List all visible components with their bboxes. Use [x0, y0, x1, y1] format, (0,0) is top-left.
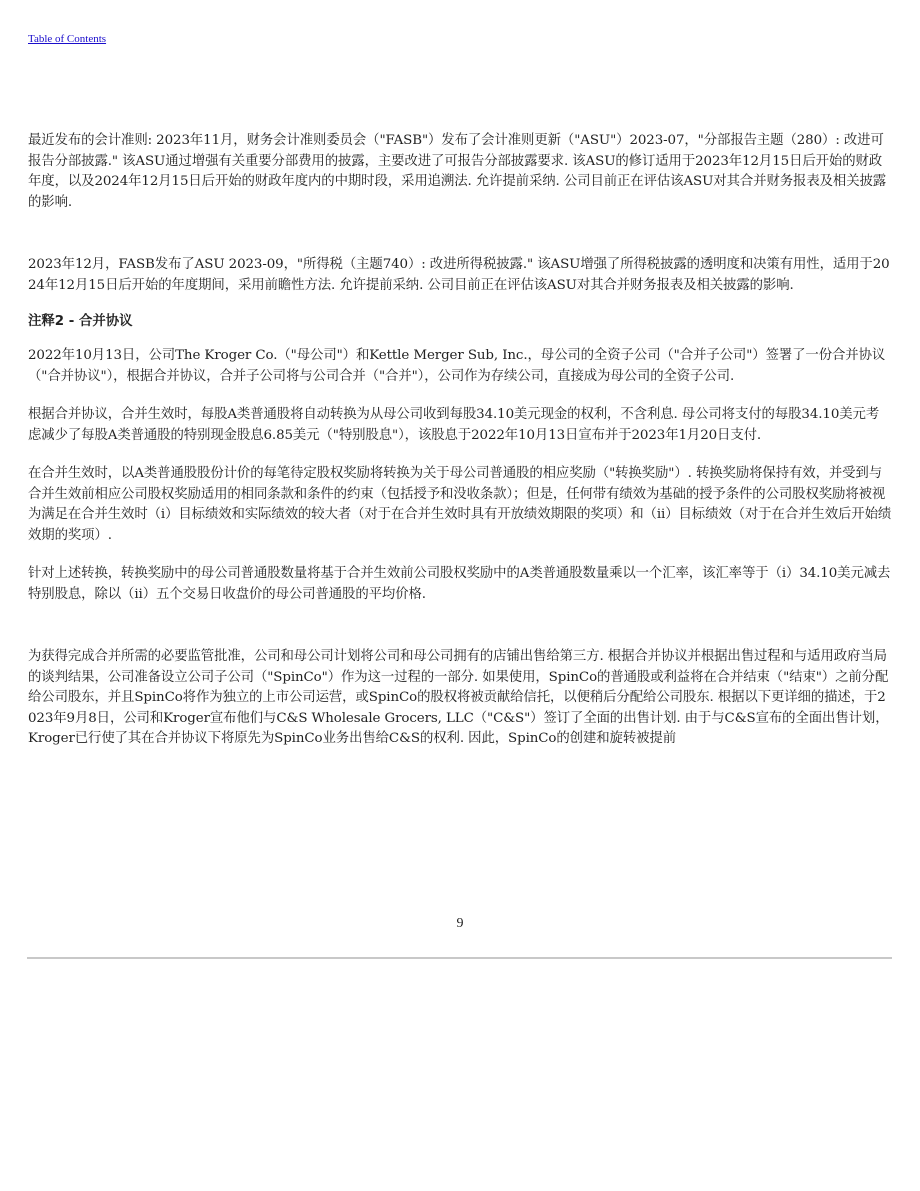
paragraph-exchange-ratio: 针对上述转换，转换奖励中的母公司普通股数量将基于合并生效前公司股权奖励中的A类普通股数量乘以一个汇率，该汇率等于（i）34.10美元减去特别股息，除以（ii）五个交易日收盘价的母公司普通股的平均价格. [28, 566, 891, 602]
paragraph-merger-signing: 2022年10月13日，公司The Kroger Co.（"母公司"）和Kettle Merger Sub, Inc.，母公司的全资子公司（"合并子公司"）签署了一份合并协议（"合并协议"），根据合并协议，合并子公司将与公司合并（"合并"），公司作为存续公司，直接成为母公司的全资子公司. [28, 348, 886, 384]
paragraph-spinco-divestiture: 为获得完成合并所需的必要监管批准，公司和母公司计划将公司和母公司拥有的店铺出售给第三方. 根据合并协议并根据出售过程和与适用政府当局的谈判结果，公司准备设立公司子公司（"SpinCo"）作为这一过程的一部分. 如果使用，SpinCo的普通股或利益将在合并结束（"结束"）之前分配给公司股东，并且SpinCo将作为独立的上市公司运营，或SpinCo的股权将被贡献给信托，以便稍后分配给公司股东. 根据以下更详细的描述，于2023年9月8日，公司和Kroger宣布他们与C&S Wholesale Grocers, LLC（"C&S"）签订了全面的出售计划. 由于与C&S宣布的全面出售计划，Kroger已行使了其在合并协议下将原先为SpinCo业务出售给C&S的权利. 因此，SpinCo的创建和旋转被提前 [28, 649, 889, 746]
document-body [28, 131, 892, 750]
paragraph-converted-awards: 在合并生效时，以A类普通股股份计价的每笔待定股权奖励将转换为关于母公司普通股的相应奖励（"转换奖励"）. 转换奖励将保持有效，并受到与合并生效前相应公司股权奖励适用的相同条款和条件的约束（包括授予和没收条款）；但是，任何带有绩效为基础的授予条件的公司股权奖励将被视为满足在合并生效时（i）目标绩效和实际绩效的较大者（对于在合并生效时具有开放绩效期限的奖项）和（ii）目标绩效（对于在合并生效后开始绩效期的奖项）. [28, 466, 892, 543]
section-heading-merger-agreement: 注释2 - 合并协议 [28, 314, 133, 329]
paragraph-asu-2023-09: 2023年12月，FASB发布了ASU 2023-09，"所得税（主题740）: 改进所得税披露." 该ASU增强了所得税披露的透明度和决策有用性，适用于2024年12月15日后开始的年度期间，采用前瞻性方法. 允许提前采纳. 公司目前正在评估该ASU对其合并财务报表及相关披露的影响. [28, 257, 890, 293]
page-number: 9 [456, 916, 464, 931]
paragraph-merger-consideration: 根据合并协议，合并生效时，每股A类普通股将自动转换为从母公司收到每股34.10美元现金的权利，不含利息. 母公司将支付的每股34.10美元考虑减少了每股A类普通股的特别现金股息6.85美元（"特别股息"），该股息于2022年10月13日宣布并于2023年1月20日支付. [28, 407, 880, 443]
table-of-contents-link[interactable]: Table of Contents [28, 33, 107, 45]
paragraph-recent-accounting-standards: 最近发布的会计准则: 2023年11月，财务会计准则委员会（"FASB"）发布了会计准则更新（"ASU"）2023-07，"分部报告主题（280）: 改进可报告分部披露." 该ASU通过增强有关重要分部费用的披露，主要改进了可报告分部披露要求. 该ASU的修订适用于2023年12月15日后开始的财政年度，以及2024年12月15日后开始的财政年度内的中期时段，采用追溯法. 允许提前采纳. 公司目前正在评估该ASU对其合并财务报表及相关披露的影响. [28, 133, 887, 210]
page-divider [27, 957, 892, 959]
